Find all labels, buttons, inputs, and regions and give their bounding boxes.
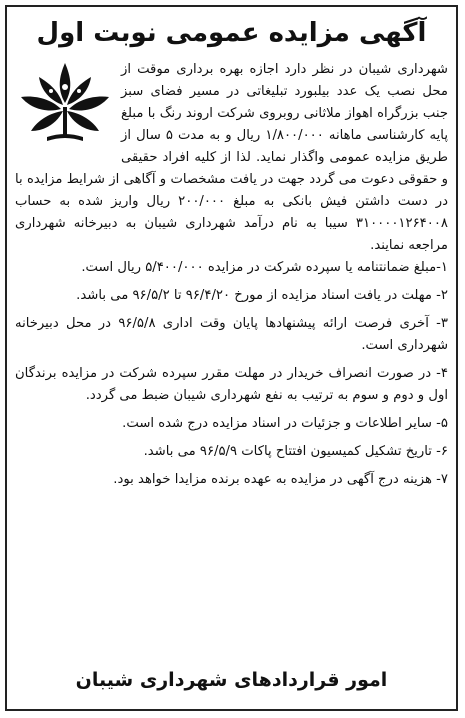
notice-intro: شهرداری شیبان در نظر دارد اجازه بهره برداری موقت از محل نصب یک عدد بیلبورد تبلیغاتی در مسیر فضای سبز جنب بزرگراه اهواز ملاثانی روبروی شرکت اروند رنگ با مبلغ پایه کارشناسی ماهانه ۱/۸۰۰/۰۰۰ ریال و به مدت ۵ سال از طریق مزایده عمومی واگذار نماید. لذا از کلیه افراد حقیقی و حقوقی دعوت می گردد جهت در یافت مشخصات و آگاهی از شرایط مزایده با در دست داشتن فیش بانکی به مبلغ ۲۰۰/۰۰۰ ریال واریز شده به حساب ۳۱۰۰۰۰۱۲۶۴۰۰۸ سیبا به نام درآمد شهرداری شیبان به دبیرخانه شهرداری مراجعه نمایند. (15, 62, 448, 253)
condition-item: ۶- تاریخ تشکیل کمیسیون افتتاح پاکات ۹۶/۵/۹ می باشد. (143, 444, 448, 459)
condition-item: ۳- آخری فرصت ارائه پیشنهادها پایان وقت اداری ۹۶/۵/۸ در محل دبیرخانه شهرداری است. (15, 316, 448, 353)
logo-spacer (15, 59, 121, 159)
notice-content (15, 13, 448, 703)
condition-item: ۵- سایر اطلاعات و جزئیات در اسناد مزایده درج شده است. (122, 416, 448, 431)
condition-item: ۴- در صورت انصراف خریدار در مهلت مقرر سپرده شرکت در مزایده برندگان اول و دوم و سوم به ترتیب به نفع شهرداری شیبان ضبط می گردد. (15, 366, 448, 403)
notice-footer: امور قراردادهای شهرداری شیبان (75, 669, 388, 691)
condition-item: ۲- مهلت در یافت اسناد مزایده از مورخ ۹۶/۴/۲۰ تا ۹۶/۵/۲ می باشد. (76, 288, 448, 303)
notice-body (15, 59, 448, 497)
notice-title: آگهی مزایده عمومی نوبت اول (36, 18, 427, 48)
condition-item: ۱-مبلغ ضمانتنامه یا سپرده شرکت در مزایده ۵/۴۰۰/۰۰۰ ریال است. (81, 260, 448, 275)
notice-frame (5, 5, 458, 711)
notice-conditions-list (15, 257, 448, 491)
condition-item: ۷- هزینه درج آگهی در مزایده به عهده برنده مزایدا خواهد بود. (113, 472, 448, 487)
